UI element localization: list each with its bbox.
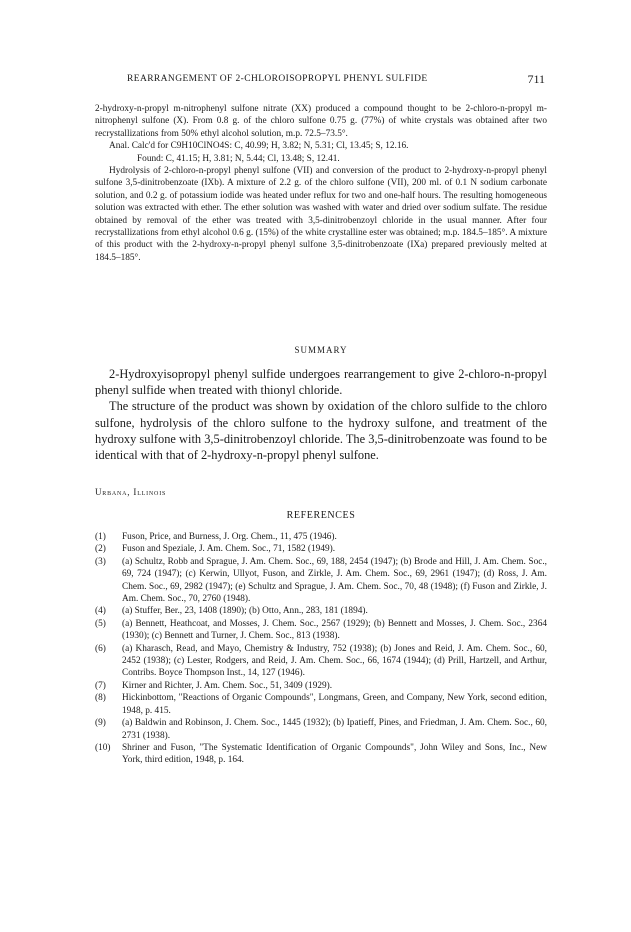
reference-number: (2) <box>95 544 106 555</box>
page-number: 711 <box>527 72 545 86</box>
references-list <box>95 531 547 767</box>
experimental-paragraph-1: 2-hydroxy-n-propyl m-nitrophenyl sulfone nitrate (XX) produced a compound thought to be 2-chloro-n-propyl m-nitrophenyl sulfone (X). From 0.8 g. of the chloro sulfone 0.75 g. (77%) of white crystals was obtained after two recrystallizations from 50% ethyl alcohol solution, m.p. 72.5–73.5°. <box>95 104 547 139</box>
reference-item <box>95 643 547 680</box>
reference-text: Hickinbottom, "Reactions of Organic Compounds", Longmans, Green, and Company, New York, second edition, 1948, p. 415. <box>122 693 547 716</box>
reference-number: (3) <box>95 556 106 567</box>
reference-number: (1) <box>95 532 106 542</box>
reference-item <box>95 680 547 692</box>
reference-number: (10) <box>95 742 111 753</box>
reference-item <box>95 531 547 543</box>
reference-text: (a) Baldwin and Robinson, J. Chem. Soc., 1445 (1932); (b) Ipatieff, Pines, and Friedman, J. Am. Chem. Soc., 60, 2731 (1938). <box>122 718 547 741</box>
running-title: REARRANGEMENT OF 2-CHLOROISOPROPYL PHENYL SULFIDE <box>127 74 428 84</box>
reference-text: Fuson and Speziale, J. Am. Chem. Soc., 71, 1582 (1949). <box>122 544 336 555</box>
experimental-paragraph-2: Hydrolysis of 2-chloro-n-propyl phenyl sulfone (VII) and conversion of the product to 2-hydroxy-n-propyl phenyl sulfone 3,5-dinitrobenzoate (IXb). A mixture of 2.2 g. of the chloro sulfone (VII), 200 ml. of 0.1 N sodium carbonate solution, and 0.2 g. of potassium iodide was heated under reflux for two and one-half hours. The resulting homogeneous solution was extracted with ether. The ether solution was washed with water and dried over sodium sulfate. The residue obtained by removal of the ether was treated with 3,5-dinitrobenzoyl chloride in the usual manner. After four recrystallizations from ethyl alcohol 0.6 g. (15%) of the white crystalline ester was obtained; m.p. 184.5–185°. A mixture of this product with the 2-hydroxy-n-propyl phenyl sulfone 3,5-dinitrobenzoate (IXa) prepared previously melted at 184.5–185°. <box>95 166 547 263</box>
analysis-found: Found: C, 41.15; H, 3.81; N, 5.44; Cl, 13.48; S, 12.41. <box>137 153 340 164</box>
references-heading: REFERENCES <box>286 510 356 521</box>
affiliation: Urbana, Illinois <box>95 487 167 497</box>
reference-item <box>95 742 547 767</box>
reference-number: (4) <box>95 606 106 617</box>
summary-paragraph-1: 2-Hydroxyisopropyl phenyl sulfide undergoes rearrangement to give 2-chloro-n-propyl phenyl sulfide when treated with thionyl chloride. <box>95 367 547 398</box>
reference-text: Kirner and Richter, J. Am. Chem. Soc., 51, 3409 (1929). <box>122 680 333 691</box>
reference-text: (a) Kharasch, Read, and Mayo, Chemistry & Industry, 752 (1938); (b) Jones and Reid, J. Am. Chem. Soc., 60, 2452 (1938); (c) Lester, Rodgers, and Reid, J. Am. Chem. Soc., 66, 1674 (1944); (d) Prill, Hartzell, and Arthur, Contribs. Boyce Thompson Inst., 14, 127 (1946). <box>122 643 547 679</box>
reference-item <box>95 717 547 742</box>
summary-paragraph-2: The structure of the product was shown by oxidation of the chloro sulfide to the chloro sulfone, hydrolysis of the chloro sulfone to the hydroxy sulfone, and treatment of the hydroxy sulfone with 3,5-dinitrobenzoyl chloride. The 3,5-dinitrobenzoate was found to be identical with that of 2-hydroxy-n-propyl phenyl sulfone. <box>95 399 547 463</box>
reference-number: (8) <box>95 693 106 704</box>
reference-item <box>95 618 547 643</box>
reference-item <box>95 692 547 717</box>
reference-number: (7) <box>95 680 106 691</box>
reference-text: (a) Bennett, Heathcoat, and Mosses, J. Chem. Soc., 2567 (1929); (b) Bennett and Mosses, J. Chem. Soc., 2364 (1930); (c) Bennett and Turner, J. Chem. Soc., 813 (1938). <box>122 618 547 642</box>
reference-item <box>95 605 547 617</box>
analysis-calculated: Anal. Calc'd for C9H10ClNO4S: C, 40.99; H, 3.82; N, 5.31; Cl, 13.45; S, 12.16. <box>109 141 409 152</box>
reference-text: (a) Stuffer, Ber., 23, 1408 (1890); (b) Otto, Ann., 283, 181 (1894). <box>122 606 368 617</box>
summary-heading: SUMMARY <box>294 345 348 355</box>
summary-section <box>95 366 547 463</box>
experimental-section <box>95 103 547 264</box>
reference-number: (5) <box>95 618 106 629</box>
reference-text: (a) Schultz, Robb and Sprague, J. Am. Chem. Soc., 69, 188, 2454 (1947); (b) Brode and Hill, J. Am. Chem. Soc., 69, 724 (1947); (c) Kerwin, Ullyot, Fuson, and Zirkle, J. Am. Chem. Soc., 69, 2961 (1947); (d) Ross, J. Am. Chem. Soc., 69, 2982 (1947); (e) Schultz and Sprague, J. Am. Chem. Soc., 70, 48 (1948); (f) Fuson and Zirkle, J. Am. Chem. Soc., 70, 2760 (1948). <box>122 556 547 605</box>
reference-number: (6) <box>95 643 106 654</box>
running-header <box>95 74 545 88</box>
reference-item <box>95 543 547 555</box>
reference-text: Shriner and Fuson, "The Systematic Identification of Organic Compounds", John Wiley and Sons, Inc., New York, third edition, 1948, p. 164. <box>122 742 547 766</box>
reference-text: Fuson, Price, and Burness, J. Org. Chem., 11, 475 (1946). <box>122 532 337 542</box>
reference-number: (9) <box>95 718 106 729</box>
reference-item <box>95 556 547 606</box>
